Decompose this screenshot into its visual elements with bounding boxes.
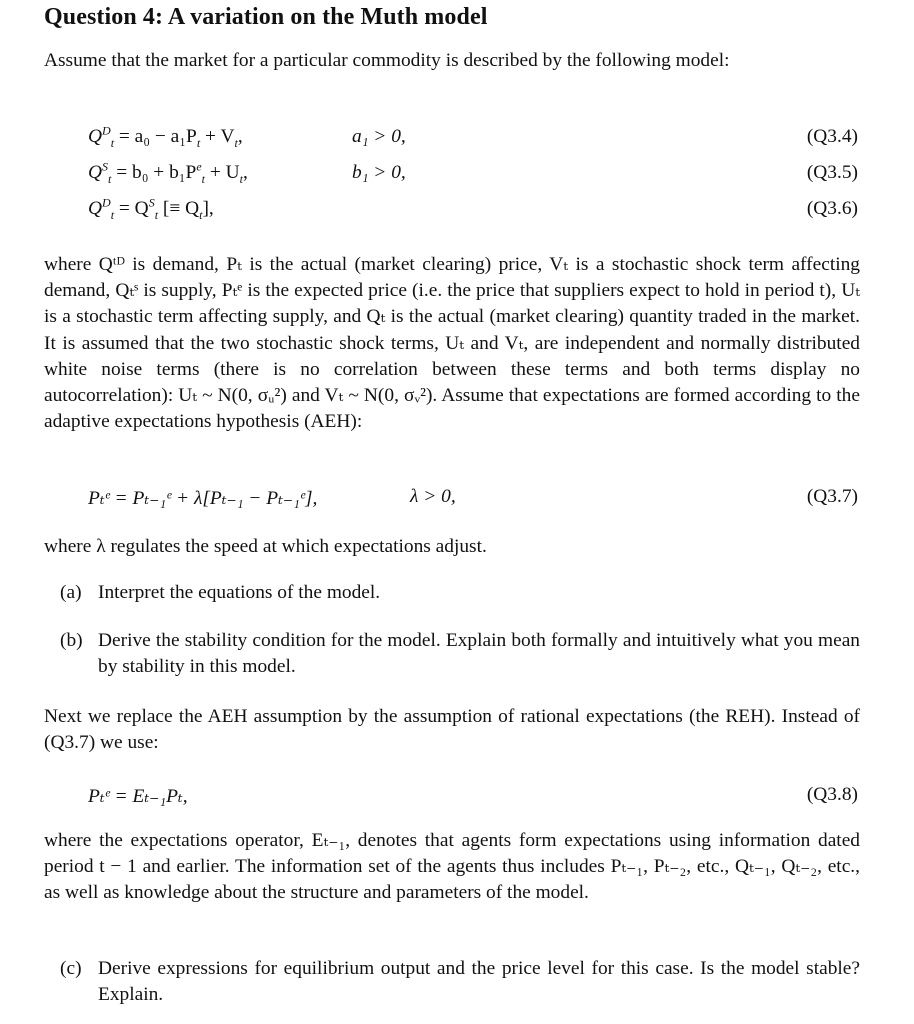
- item-label: (c): [60, 958, 82, 979]
- reh-paragraph: [44, 704, 860, 756]
- reh-text: Next we replace the AEH assumption by the assumption of rational expectations (the REH). Instead of (Q3.7) we use:: [44, 706, 860, 754]
- question-item-b: [60, 628, 860, 680]
- equation-expression: $Q^D_t = Q^S_t$ [≡ $Q_t$],: [88, 195, 214, 222]
- lambda-paragraph: [44, 534, 860, 560]
- equation-condition: a₁ > 0,: [352, 126, 406, 147]
- information-paragraph: [44, 828, 860, 907]
- information-text: where the expectations operator, Eₜ₋₁, denotes that agents form expectations using information dated period t − 1 and earlier. The information set of the agents thus includes Pₜ₋₁, Pₜ₋₂, etc., Qₜ₋₁, Qₜ₋₂, etc., as well as knowledge about the structure and parameters of the model.: [44, 830, 860, 904]
- question-item-a: [60, 580, 860, 606]
- equation-q3-5: [0, 159, 914, 188]
- equation-expression: $Q^D_t = a_0 - a_1P_t + V_t$,: [88, 123, 243, 150]
- equation-tag: (Q3.5): [806, 162, 858, 183]
- item-text: Derive the stability condition for the model. Explain both formally and intuitively what you mean by stability in this model.: [98, 630, 860, 677]
- equation-tag: (Q3.8): [806, 784, 858, 805]
- item-text: Interpret the equations of the model.: [98, 582, 381, 603]
- equation-tag: (Q3.6): [806, 198, 858, 219]
- item-label: (a): [60, 582, 82, 603]
- question-title: Question 4: A variation on the Muth model: [44, 4, 488, 30]
- equation-expression: Pₜᵉ = Eₜ₋₁Pₜ,: [88, 786, 188, 807]
- equation-condition: λ > 0,: [410, 486, 456, 507]
- item-text: Derive expressions for equilibrium output and the price level for this case. Is the model stable? Explain.: [98, 958, 860, 1005]
- equation-q3-8: [0, 784, 914, 810]
- equation-q3-4: [0, 123, 914, 152]
- equation-tag: (Q3.4): [806, 126, 858, 147]
- intro-paragraph: [44, 48, 860, 74]
- definitions-paragraph: [44, 252, 860, 435]
- question-item-c: [60, 956, 860, 1008]
- equation-q3-7: [0, 486, 914, 512]
- item-label: (b): [60, 630, 83, 651]
- definitions-text: where Qᵗᴰ is demand, Pₜ is the actual (market clearing) price, Vₜ is a stochastic shock term affecting demand, Qₜˢ is supply, Pₜᵉ is the expected price (i.e. the price that suppliers expect to hold in period t), Uₜ is a stochastic term affecting supply, and Qₜ is the actual (market clearing) quantity traded in the market. It is assumed that the two stochastic shock terms, Uₜ and Vₜ, are independent and normally distributed white noise terms (there is no correlation between these terms and both terms display no autocorrelation): Uₜ ~ N(0, σᵤ²) and Vₜ ~ N(0, σᵥ²). Assume that expectations are formed according to the adaptive expectations hypothesis (AEH):: [44, 254, 860, 433]
- lambda-text: where λ regulates the speed at which expectations adjust.: [44, 536, 487, 557]
- equation-q3-6: [0, 195, 914, 224]
- equation-expression: Pₜᵉ = Pₜ₋₁ᵉ + λ[Pₜ₋₁ − Pₜ₋₁ᵉ],: [88, 488, 318, 509]
- equation-expression: $Q^S_t = b_0 + b_1P^e_t + U_t$,: [88, 159, 248, 186]
- equation-tag: (Q3.7): [806, 486, 858, 507]
- intro-text: Assume that the market for a particular commodity is described by the following model:: [44, 50, 730, 71]
- equation-condition: b₁ > 0,: [352, 162, 406, 183]
